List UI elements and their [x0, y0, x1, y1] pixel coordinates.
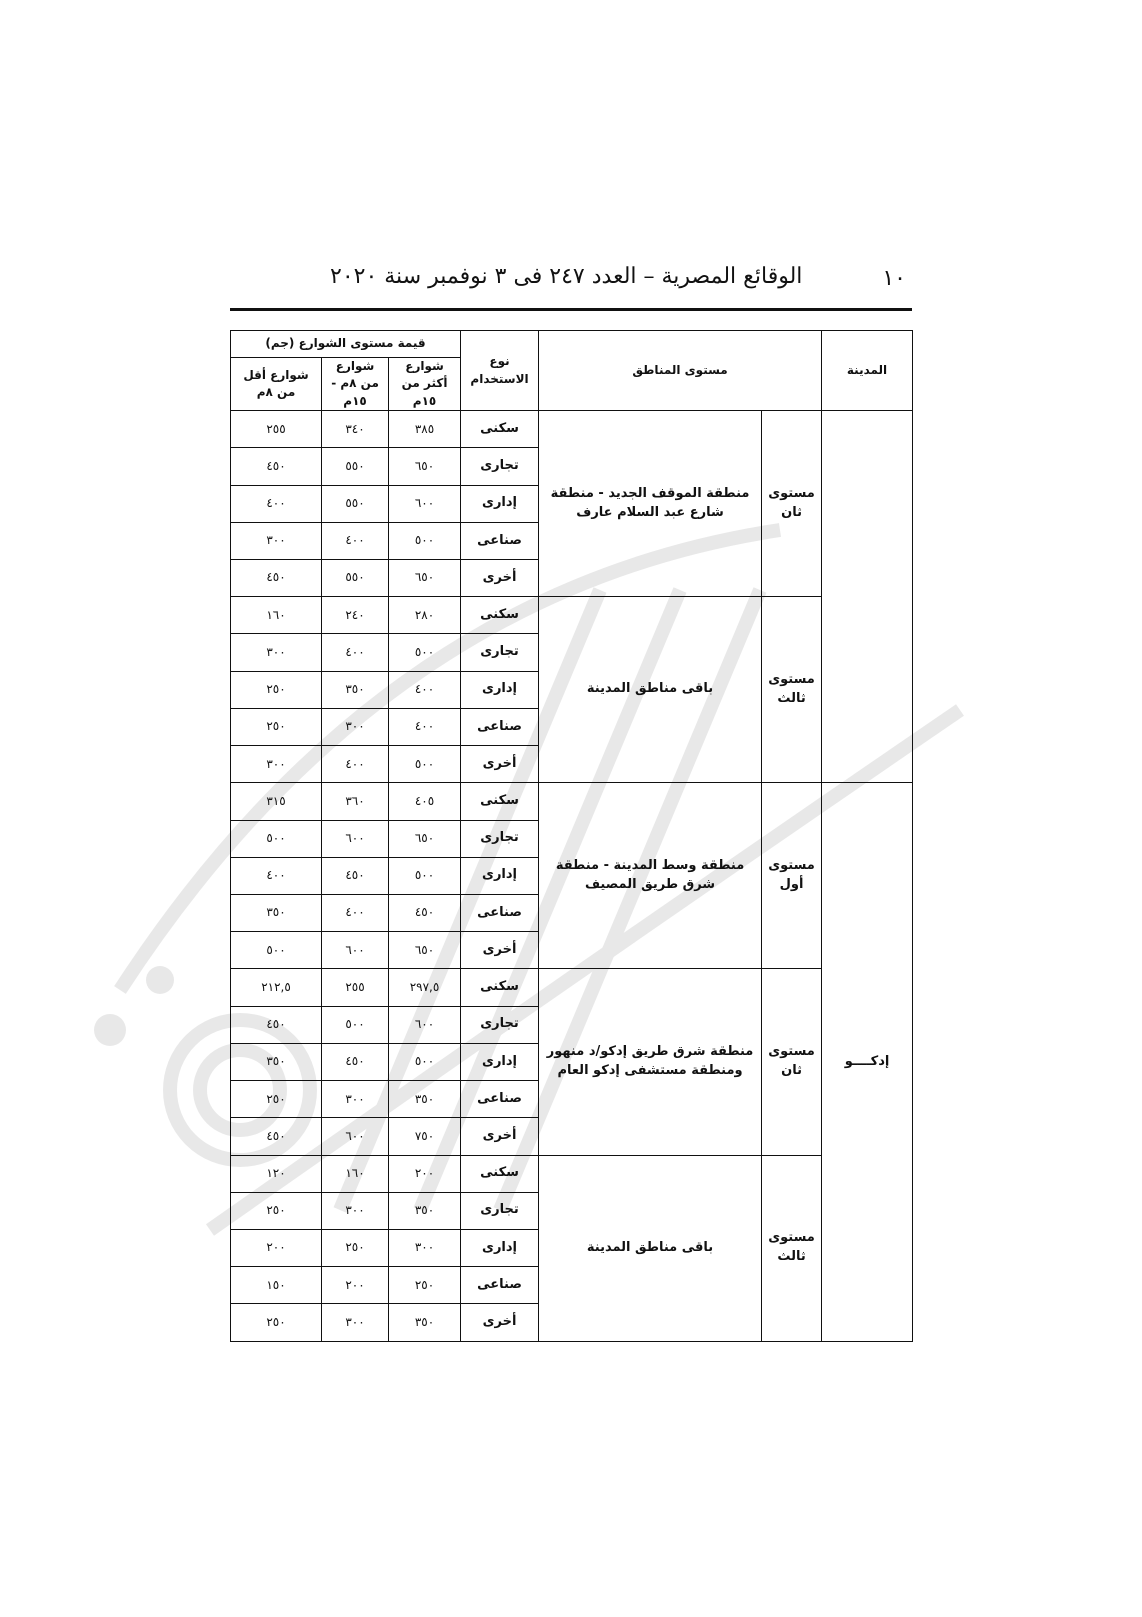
use-type: صناعى	[461, 1081, 539, 1118]
value-8-15: ١٦٠	[322, 1155, 389, 1192]
use-type: أخرى	[461, 1304, 539, 1342]
use-type: إدارى	[461, 1043, 539, 1080]
zone-level: مستوى ثان	[762, 969, 822, 1155]
value-gt15: ٢٥٠	[389, 1267, 461, 1304]
use-type: إدارى	[461, 485, 539, 522]
value-lt8: ٢١٢,٥	[231, 969, 322, 1006]
value-lt8: ٢٥٠	[231, 708, 322, 745]
page-number: ١٠	[882, 266, 906, 291]
value-lt8: ١٦٠	[231, 597, 322, 634]
table-row	[231, 783, 913, 820]
zone-area: منطقة وسط المدينة - منطقة شرق طريق المصيف	[539, 783, 762, 969]
header-col-gt15: شوارع أكثر من ١٥م	[389, 358, 461, 411]
value-gt15: ٦٥٠	[389, 560, 461, 597]
value-lt8: ٤٥٠	[231, 1006, 322, 1043]
value-gt15: ٥٠٠	[389, 522, 461, 559]
value-lt8: ٢٠٠	[231, 1229, 322, 1266]
value-lt8: ٢٥٠	[231, 1081, 322, 1118]
header-city: المدينة	[822, 331, 913, 411]
page-header	[230, 258, 912, 311]
value-gt15: ٤٠٠	[389, 708, 461, 745]
value-lt8: ٢٥٠	[231, 1192, 322, 1229]
value-8-15: ٤٠٠	[322, 522, 389, 559]
value-gt15: ٢٠٠	[389, 1155, 461, 1192]
value-8-15: ٣٠٠	[322, 1081, 389, 1118]
value-gt15: ٣٥٠	[389, 1192, 461, 1229]
value-8-15: ٤٥٠	[322, 857, 389, 894]
use-type: أخرى	[461, 560, 539, 597]
use-type: صناعى	[461, 895, 539, 932]
use-type: سكنى	[461, 783, 539, 820]
use-type: تجارى	[461, 634, 539, 671]
value-8-15: ٢٥٥	[322, 969, 389, 1006]
value-lt8: ٢٥٥	[231, 411, 322, 448]
value-lt8: ٢٥٠	[231, 671, 322, 708]
use-type: تجارى	[461, 1006, 539, 1043]
value-gt15: ٧٥٠	[389, 1118, 461, 1155]
zone-area: منطقة شرق طريق إدكو/د منهور ومنطقة مستشفى إدكو العام	[539, 969, 762, 1155]
zone-area: باقى مناطق المدينة	[539, 1155, 762, 1341]
use-type: سكنى	[461, 1155, 539, 1192]
use-type: تجارى	[461, 448, 539, 485]
value-gt15: ٤٠٥	[389, 783, 461, 820]
value-lt8: ٣٥٠	[231, 895, 322, 932]
value-gt15: ٢٨٠	[389, 597, 461, 634]
value-gt15: ٦٥٠	[389, 932, 461, 969]
use-type: صناعى	[461, 522, 539, 559]
use-type: تجارى	[461, 1192, 539, 1229]
use-type: أخرى	[461, 1118, 539, 1155]
page-title: الوقائع المصرية – العدد ٢٤٧ فى ٣ نوفمبر سنة ٢٠٢٠	[330, 264, 803, 289]
use-type: سكنى	[461, 969, 539, 1006]
value-gt15: ٥٠٠	[389, 1043, 461, 1080]
value-gt15: ٣٠٠	[389, 1229, 461, 1266]
value-gt15: ٦٠٠	[389, 485, 461, 522]
value-8-15: ٥٥٠	[322, 485, 389, 522]
table-row	[231, 969, 913, 1006]
value-8-15: ٣٥٠	[322, 671, 389, 708]
value-gt15: ٥٠٠	[389, 746, 461, 783]
header-street-value: قيمة مستوى الشوارع (جم)	[231, 331, 461, 358]
value-gt15: ٥٠٠	[389, 634, 461, 671]
use-type: إدارى	[461, 671, 539, 708]
value-lt8: ٤٥٠	[231, 560, 322, 597]
value-8-15: ٣٠٠	[322, 708, 389, 745]
zone-area: منطقة الموقف الجديد - منطقة شارع عبد السلام عارف	[539, 411, 762, 597]
value-gt15: ٦٥٠	[389, 448, 461, 485]
zone-level: مستوى ثان	[762, 411, 822, 597]
city-name: إدكــــو	[822, 783, 913, 1342]
zone-level: مستوى ثالث	[762, 597, 822, 783]
table-row	[231, 597, 913, 634]
value-lt8: ٣٥٠	[231, 1043, 322, 1080]
value-gt15: ٣٨٥	[389, 411, 461, 448]
value-lt8: ٤٠٠	[231, 485, 322, 522]
value-8-15: ٣٠٠	[322, 1192, 389, 1229]
value-lt8: ٣٠٠	[231, 634, 322, 671]
value-gt15: ٥٠٠	[389, 857, 461, 894]
zone-level: مستوى أول	[762, 783, 822, 969]
value-lt8: ٥٠٠	[231, 820, 322, 857]
use-type: سكنى	[461, 597, 539, 634]
table-row	[231, 1155, 913, 1192]
use-type: أخرى	[461, 746, 539, 783]
value-lt8: ٤٥٠	[231, 1118, 322, 1155]
value-gt15: ٦٥٠	[389, 820, 461, 857]
zone-area: باقى مناطق المدينة	[539, 597, 762, 783]
value-lt8: ٢٥٠	[231, 1304, 322, 1342]
value-gt15: ٣٥٠	[389, 1081, 461, 1118]
value-gt15: ٤٠٠	[389, 671, 461, 708]
value-8-15: ٦٠٠	[322, 1118, 389, 1155]
table-row	[231, 411, 913, 448]
zone-level: مستوى ثالث	[762, 1155, 822, 1341]
value-lt8: ١٥٠	[231, 1267, 322, 1304]
value-gt15: ٤٥٠	[389, 895, 461, 932]
use-type: سكنى	[461, 411, 539, 448]
value-lt8: ٤٠٠	[231, 857, 322, 894]
value-lt8: ٥٠٠	[231, 932, 322, 969]
value-lt8: ٣٠٠	[231, 746, 322, 783]
value-gt15: ٢٩٧,٥	[389, 969, 461, 1006]
header-col-lt8: شوارع أقل من ٨م	[231, 358, 322, 411]
value-8-15: ٦٠٠	[322, 932, 389, 969]
value-8-15: ٥٥٠	[322, 448, 389, 485]
use-type: تجارى	[461, 820, 539, 857]
value-8-15: ٣٤٠	[322, 411, 389, 448]
use-type: أخرى	[461, 932, 539, 969]
value-8-15: ٢٤٠	[322, 597, 389, 634]
value-8-15: ٤٥٠	[322, 1043, 389, 1080]
value-lt8: ٣٠٠	[231, 522, 322, 559]
value-8-15: ٣٠٠	[322, 1304, 389, 1342]
use-type: صناعى	[461, 1267, 539, 1304]
value-8-15: ٥٠٠	[322, 1006, 389, 1043]
header-zone-level: مستوى المناطق	[539, 331, 822, 411]
header-use-type: نوع الاستخدام	[461, 331, 539, 411]
use-type: إدارى	[461, 857, 539, 894]
value-8-15: ٤٠٠	[322, 634, 389, 671]
value-8-15: ٥٥٠	[322, 560, 389, 597]
value-8-15: ٤٠٠	[322, 895, 389, 932]
value-lt8: ٤٥٠	[231, 448, 322, 485]
value-8-15: ٢٠٠	[322, 1267, 389, 1304]
value-gt15: ٣٥٠	[389, 1304, 461, 1342]
value-lt8: ٣١٥	[231, 783, 322, 820]
use-type: صناعى	[461, 708, 539, 745]
value-8-15: ٦٠٠	[322, 820, 389, 857]
value-8-15: ٤٠٠	[322, 746, 389, 783]
value-lt8: ١٢٠	[231, 1155, 322, 1192]
header-col-8-15: شوارع من ٨م - ١٥م	[322, 358, 389, 411]
use-type: إدارى	[461, 1229, 539, 1266]
value-gt15: ٦٠٠	[389, 1006, 461, 1043]
street-value-table	[230, 330, 913, 1342]
value-8-15: ٣٦٠	[322, 783, 389, 820]
city-cell-continued	[822, 411, 913, 783]
value-8-15: ٢٥٠	[322, 1229, 389, 1266]
